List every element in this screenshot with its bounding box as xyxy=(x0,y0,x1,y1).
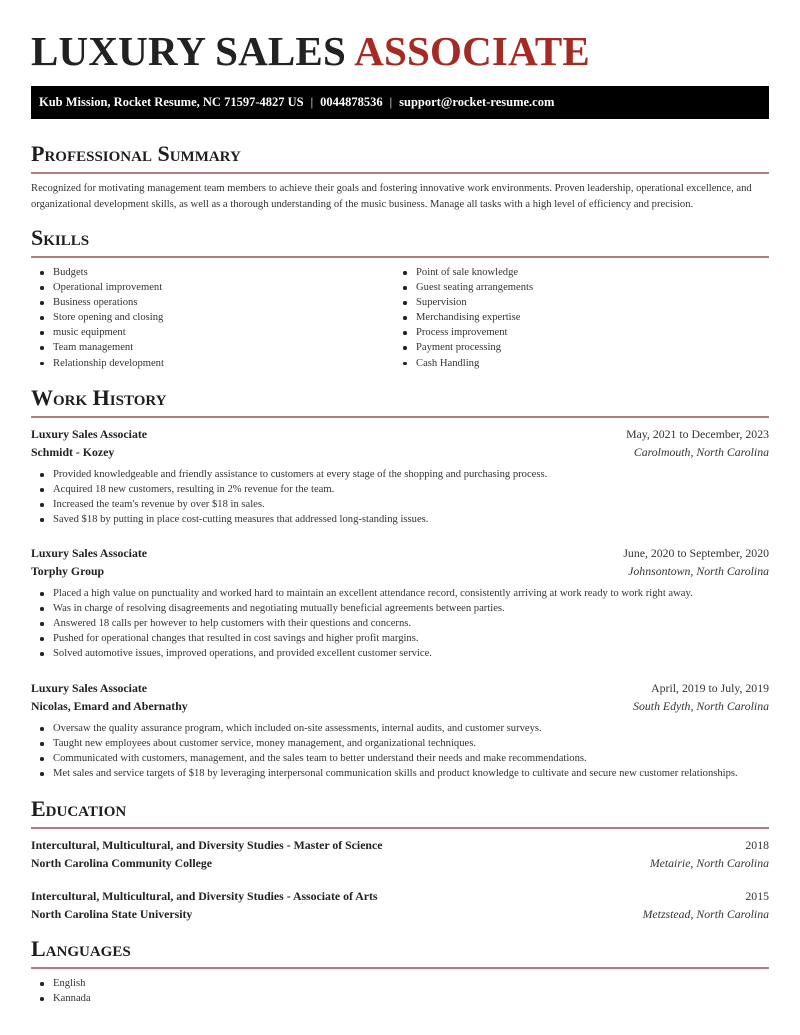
education-year: 2015 xyxy=(745,889,769,903)
education-entry xyxy=(31,887,769,923)
section-divider xyxy=(31,827,769,829)
section-divider xyxy=(31,967,769,969)
education-location: Metairie, North Carolina xyxy=(649,856,769,870)
job-bullet: Pushed for operational changes that resulted in cost savings and higher profit margins. xyxy=(31,631,769,646)
job-title: Luxury Sales Associate xyxy=(31,427,148,441)
skill-item: Operational improvement xyxy=(31,280,391,295)
skills-list-right xyxy=(394,265,769,371)
job-dates: May, 2021 to December, 2023 xyxy=(626,427,769,441)
job-bullets xyxy=(31,586,769,661)
skill-item: Supervision xyxy=(394,295,769,310)
skill-item: Business operations xyxy=(31,295,391,310)
job-entry xyxy=(31,425,769,527)
education-degree: Intercultural, Multicultural, and Diversity Studies - Master of Science xyxy=(31,838,383,852)
job-dates: April, 2019 to July, 2019 xyxy=(651,681,769,695)
skill-item: Store opening and closing xyxy=(31,310,391,325)
job-bullet: Was in charge of resolving disagreements and negotiating mutually beneficial agreements between parties. xyxy=(31,601,769,616)
skill-item: Point of sale knowledge xyxy=(394,265,769,280)
education-school: North Carolina State University xyxy=(31,907,193,921)
skills-heading: Skills xyxy=(31,225,90,250)
contact-address: Kub Mission, Rocket Resume, NC 71597-4827 US xyxy=(39,95,304,109)
job-bullet: Acquired 18 new customers, resulting in 2% revenue for the team. xyxy=(31,482,769,497)
skill-item: Team management xyxy=(31,340,391,355)
skills-list-left xyxy=(31,265,391,371)
skill-item: Relationship development xyxy=(31,356,391,371)
skill-item: Cash Handling xyxy=(394,356,769,371)
languages-list xyxy=(31,976,769,1006)
resume-title xyxy=(31,28,590,74)
job-company: Torphy Group xyxy=(31,564,105,578)
job-bullet: Answered 18 calls per however to help customers with their questions and concerns. xyxy=(31,616,769,631)
job-title: Luxury Sales Associate xyxy=(31,681,148,695)
contact-email: support@rocket-resume.com xyxy=(399,95,555,109)
job-dates: June, 2020 to September, 2020 xyxy=(623,546,769,560)
job-bullet: Taught new employees about customer service, money management, and organizational techniques. xyxy=(31,736,769,751)
job-bullet: Saved $18 by putting in place cost-cutting measures that addressed long-standing issues. xyxy=(31,512,769,527)
contact-separator: | xyxy=(310,95,314,109)
job-bullet: Oversaw the quality assurance program, which included on-site assessments, internal audits, and customer surveys. xyxy=(31,721,769,736)
education-degree: Intercultural, Multicultural, and Diversity Studies - Associate of Arts xyxy=(31,889,378,903)
job-bullets xyxy=(31,721,769,781)
job-bullet: Provided knowledgeable and friendly assistance to customers at every stage of the shopping and purchasing process. xyxy=(31,467,769,482)
education-entry xyxy=(31,836,769,872)
skill-item: Budgets xyxy=(31,265,391,280)
education-school: North Carolina Community College xyxy=(31,856,212,870)
contact-phone: 0044878536 xyxy=(320,95,383,109)
language-item: Kannada xyxy=(31,991,769,1006)
section-divider xyxy=(31,172,769,174)
job-bullet: Increased the team's revenue by over $18 in sales. xyxy=(31,497,769,512)
contact-bar xyxy=(31,86,769,119)
job-bullets xyxy=(31,467,769,527)
section-divider xyxy=(31,416,769,418)
job-bullet: Solved automotive issues, improved operations, and provided excellent customer service. xyxy=(31,646,769,661)
title-main: LUXURY SALES xyxy=(31,28,346,74)
job-bullet: Communicated with customers, management, and the sales team to better understand their needs and make recommendations. xyxy=(31,751,769,766)
job-company: Nicolas, Emard and Abernathy xyxy=(31,699,188,713)
skill-item: Guest seating arrangements xyxy=(394,280,769,295)
education-year: 2018 xyxy=(745,838,769,852)
job-entry xyxy=(31,679,769,781)
job-location: South Edyth, North Carolina xyxy=(633,699,769,713)
contact-separator: | xyxy=(389,95,393,109)
skill-item: Merchandising expertise xyxy=(394,310,769,325)
skill-item: music equipment xyxy=(31,325,391,340)
job-location: Johnsontown, North Carolina xyxy=(628,564,769,578)
section-divider xyxy=(31,256,769,258)
languages-heading: Languages xyxy=(31,936,131,961)
skill-item: Process improvement xyxy=(394,325,769,340)
job-bullet: Placed a high value on punctuality and worked hard to maintain an excellent attendance record, consistently arriving at work ready to work right away. xyxy=(31,586,769,601)
job-bullet: Met sales and service targets of $18 by leveraging interpersonal communication skills and product knowledge to cultivate and secure new customer relationships. xyxy=(31,766,769,781)
education-heading: Education xyxy=(31,796,127,821)
job-title: Luxury Sales Associate xyxy=(31,546,148,560)
title-accent: ASSOCIATE xyxy=(354,28,590,74)
job-entry xyxy=(31,544,769,661)
summary-heading: Professional Summary xyxy=(31,141,241,166)
work-history-heading: Work History xyxy=(31,385,167,410)
education-location: Metzstead, North Carolina xyxy=(642,907,769,921)
job-location: Carolmouth, North Carolina xyxy=(633,445,769,459)
skill-item: Payment processing xyxy=(394,340,769,355)
job-company: Schmidt - Kozey xyxy=(31,445,115,459)
language-item: English xyxy=(31,976,769,991)
summary-text: Recognized for motivating management team members to achieve their goals and fostering innovative work environments. Proven leadership, operational excellence, and organizational development skills, as well as a thorough understanding of the music business. Manage all tasks with a high level of efficiency and precision. xyxy=(31,183,752,210)
